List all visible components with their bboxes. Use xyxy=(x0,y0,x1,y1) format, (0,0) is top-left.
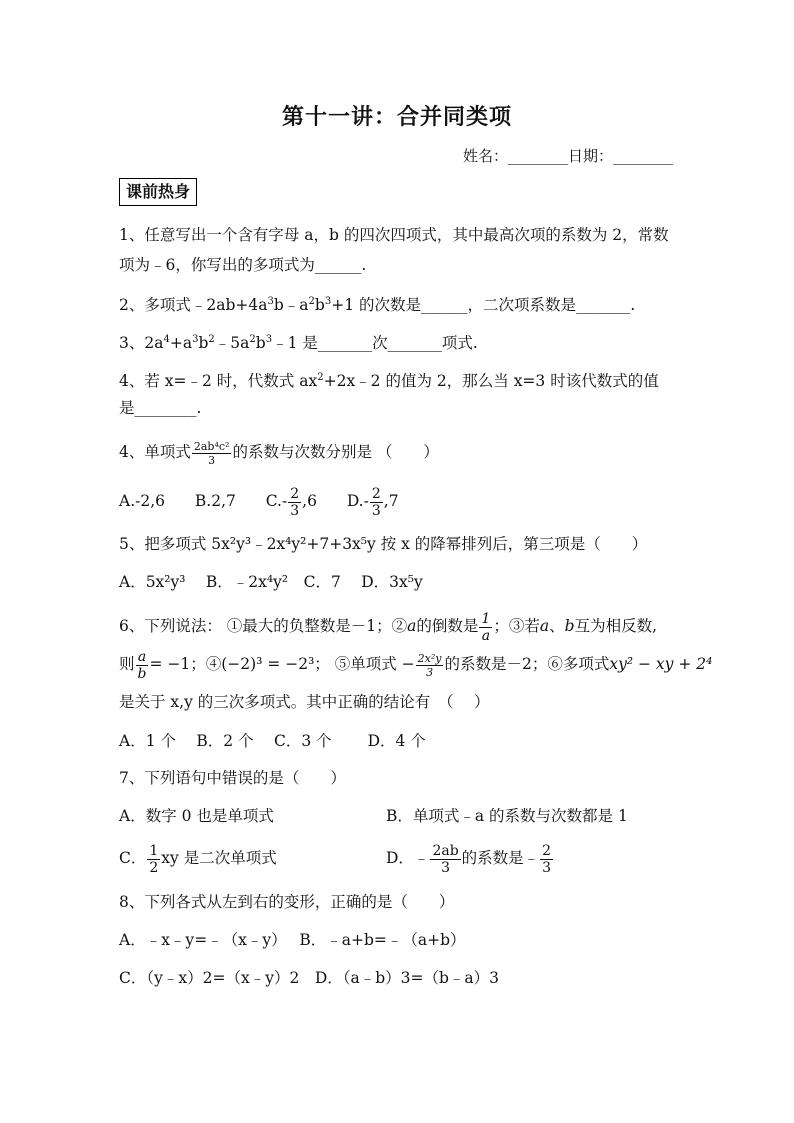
question-2: 2、多项式$﹣2ab+4a^3b﹣a^2b^3+1$ 的次数是______，二次项系数是_______. xyxy=(119,296,636,315)
question-3: 3、$2a^4+a^3b^2﹣5a^2b^3﹣1$ 是_______次_______项式. xyxy=(119,334,478,353)
q6-fraction-3 xyxy=(416,653,444,678)
question-7: 7、下列语句中错误的是（ ） xyxy=(119,769,346,787)
q2-part: b xyxy=(314,296,325,315)
question-4-line2: 是________. xyxy=(119,399,202,417)
fraction-denominator: 3 xyxy=(371,502,381,519)
option-c-fraction xyxy=(288,487,301,518)
option-d-fraction xyxy=(370,487,383,518)
fraction-numerator: 2 xyxy=(542,842,552,859)
fraction-denominator: 3 xyxy=(426,665,434,679)
q4b-part: 的系数与次数分别是 （ ） xyxy=(232,443,439,461)
q7-option-c xyxy=(119,840,277,876)
question-6-line1 xyxy=(119,608,657,644)
q3-part: 3、2a xyxy=(119,334,164,353)
q6-text: 则 xyxy=(119,655,135,673)
q6-fraction-2 xyxy=(136,650,149,681)
fraction-numerator: 2 xyxy=(371,485,381,502)
q6-var-a: a xyxy=(539,617,550,635)
q8-options-row2: C．（y﹣x）2=（x﹣y）2 D．（a﹣b）3=（b﹣a）3 xyxy=(119,969,500,987)
question-6-line2 xyxy=(119,646,712,682)
q2-part: b﹣a xyxy=(273,296,309,315)
q3-part: +a xyxy=(169,334,193,353)
question-6-line3: 是关于 x,y 的三次多项式。其中正确的结论有 （ ） xyxy=(119,693,490,711)
q3-part: b xyxy=(255,334,266,353)
q3-part: ﹣1 是_______次_______项式. xyxy=(272,334,478,353)
q6-text: 的倒数是 xyxy=(416,617,479,635)
q2-part: 2、多项式﹣2ab+4a xyxy=(119,296,268,315)
fraction-numerator: 1 xyxy=(481,610,491,627)
option-c xyxy=(265,485,317,519)
q6-fraction-1 xyxy=(479,612,492,643)
q4-part: 4、若 x=﹣2 时，代数式 ax xyxy=(119,372,318,391)
q6-var-a: a xyxy=(407,617,417,635)
question-4-line1: 4、若 x=﹣2 时，代数式 $ax^2+2x﹣2$ 的值为 2，那么当 x=3 时该代数式的值 xyxy=(119,372,659,391)
q4-part: +2x﹣2 的值为 2，那么当 x=3 时该代数式的值 xyxy=(323,372,659,391)
q6-text: = −1；④(−2)³ = −2³； ⑤单项式 − xyxy=(149,655,415,673)
q6-text: 的系数是－2；⑥多项式 xyxy=(444,655,610,673)
option-b: B.2,7 xyxy=(194,492,236,510)
q6-text: 6、下列说法： ①最大的负整数是－1；② xyxy=(119,617,408,635)
q8-options-row1: A．﹣x﹣y=﹣（x﹣y） B．﹣a+b=﹣（a+b） xyxy=(119,931,466,949)
option-c-fraction xyxy=(147,844,160,875)
fraction-denominator: 3 xyxy=(441,859,450,876)
fraction-denominator: b xyxy=(137,665,147,682)
question-6-options: A．1 个 B．2 个 C．3 个 D．4 个 xyxy=(119,732,426,750)
q1-line1: 1、任意写出一个含有字母 a，b 的四次四项式，其中最高次项的系数为 2，常数 xyxy=(119,226,669,244)
q3-part: ﹣5a xyxy=(214,334,250,353)
q6-text: 互为相反数, xyxy=(574,617,657,635)
option-c-suffix: ,6 xyxy=(302,492,317,510)
q4b-part: 4、单项式 xyxy=(119,443,191,461)
option-d-prefix: D.- xyxy=(346,492,369,510)
q3-part: b xyxy=(198,334,209,353)
q6-text: ；③若 xyxy=(493,617,540,635)
q6-var-b: b xyxy=(564,617,575,635)
option-c-prefix: C． xyxy=(119,849,147,867)
question-5: 5、把多项式 5x²y³﹣2x⁴y²+7+3x⁵y 按 x 的降幂排列后，第三项是（ ） xyxy=(119,535,648,553)
fraction-denominator: 3 xyxy=(208,453,216,467)
fraction-numerator: a xyxy=(136,650,149,666)
q7-option-a: A．数字 0 也是单项式 xyxy=(119,807,274,825)
q1-line2: 项为﹣6，你写出的多项式为______. xyxy=(119,256,367,274)
page-title: 第十一讲：合并同类项 xyxy=(281,104,512,130)
q4b-fraction xyxy=(192,441,232,466)
option-d-fraction xyxy=(430,844,460,875)
fraction-numerator: 2ab xyxy=(432,842,459,859)
option-d-text: 的系数是﹣ xyxy=(461,849,540,867)
name-date-line: 姓名：________日期：________ xyxy=(463,147,674,165)
option-d-prefix: D．﹣ xyxy=(386,849,430,867)
question-8: 8、下列各式从左到右的变形，正确的是（ ） xyxy=(119,893,455,911)
section-heading: 课前热身 xyxy=(119,178,197,206)
fraction-denominator: a xyxy=(481,627,491,644)
q7-option-d xyxy=(386,840,554,876)
option-a: A.-2,6 xyxy=(119,492,166,510)
fraction-numerator: 1 xyxy=(149,842,159,859)
option-d-fraction-2 xyxy=(540,844,553,875)
option-d xyxy=(346,485,399,519)
q4b-options xyxy=(119,484,399,518)
option-c-suffix: xy 是二次单项式 xyxy=(161,849,277,867)
q6-polynomial: xy² − xy + 2⁴ xyxy=(609,655,713,673)
fraction-numerator: 2 xyxy=(290,485,300,502)
option-d-suffix: ,7 xyxy=(383,492,399,510)
q2-part: +1 的次数是______，二次项系数是_______. xyxy=(331,296,636,315)
fraction-denominator: 2 xyxy=(149,859,159,876)
q7-option-b: B．单项式﹣a 的系数与次数都是 1 xyxy=(386,807,628,825)
fraction-denominator: 3 xyxy=(542,859,552,876)
fraction-denominator: 3 xyxy=(290,502,300,519)
q6-text: 、 xyxy=(549,617,565,635)
fraction-numerator: 2ab⁴c² xyxy=(193,439,230,453)
question-5-options: A．5x²y³ B．﹣2x⁴y² C．7 D．3x⁵y xyxy=(119,573,423,591)
fraction-numerator: 2x²y xyxy=(417,651,442,665)
question-4b xyxy=(119,434,439,470)
option-c-prefix: C.- xyxy=(265,492,288,510)
